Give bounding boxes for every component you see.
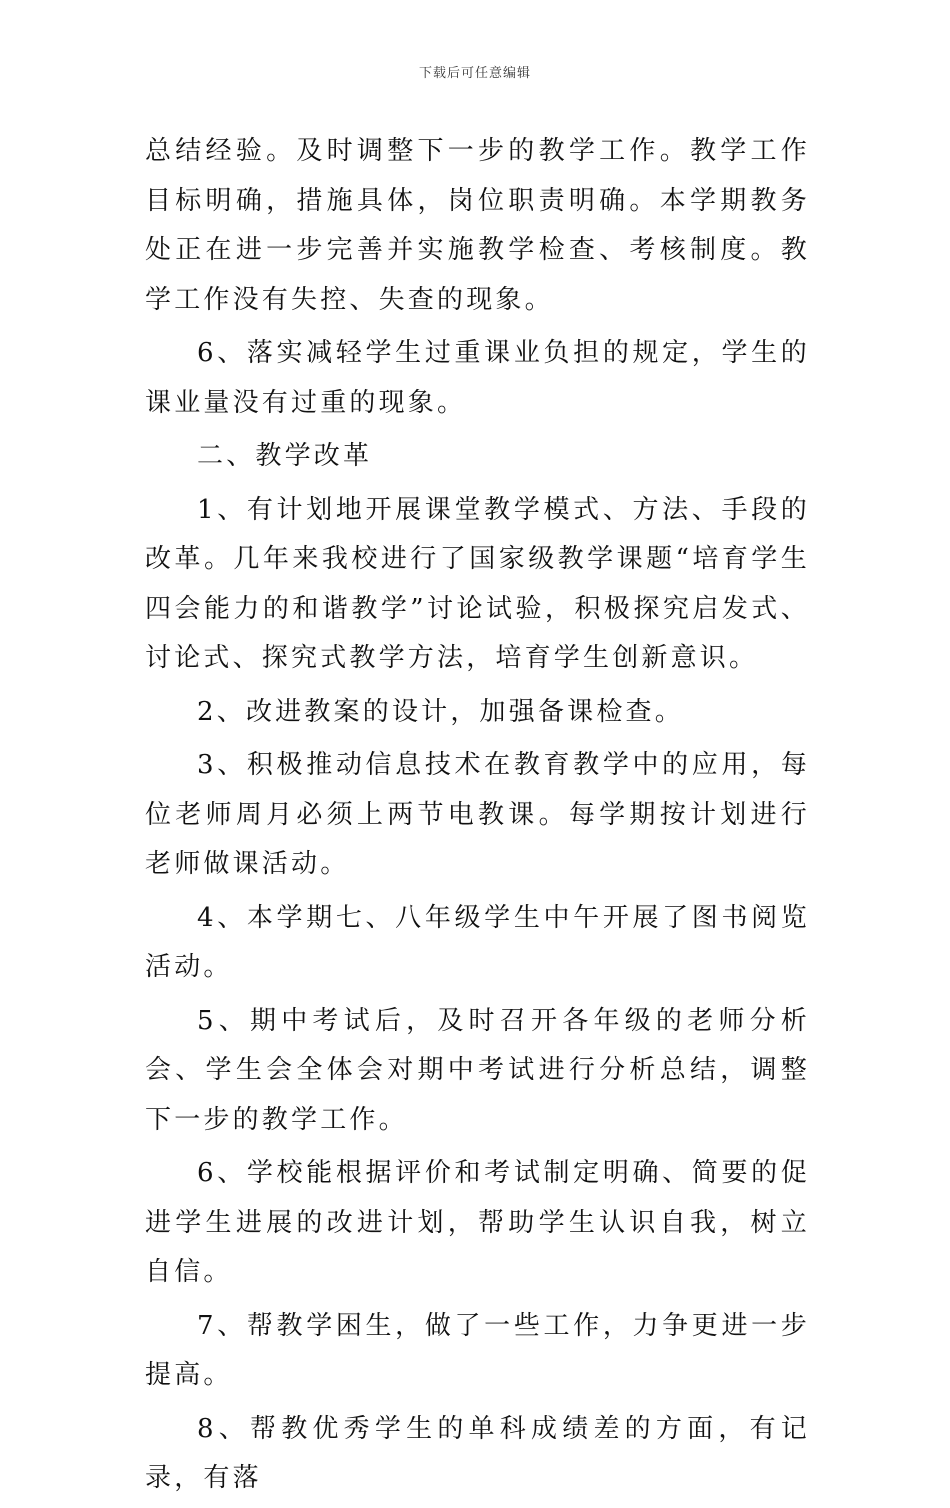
paragraph-item-6-workload: 6、落实减轻学生过重课业负担的规定，学生的课业量没有过重的现象。 bbox=[145, 338, 810, 418]
paragraph-item-1-reform: 1、有计划地开展课堂教学模式、方法、手段的改革。几年来我校进行了国家级教学课题“培育学生四会能力的和谐教学”讨论试验，积极探究启发式、讨论式、探究式教学方法，培育学生创新意识。 bbox=[145, 494, 810, 673]
section-heading-teaching-reform: 二、教学改革 bbox=[197, 441, 373, 471]
paragraph-item-6-evaluation: 6、学校能根据评价和考试制定明确、简要的促进学生进展的改进计划，帮助学生认识自我，树立自信。 bbox=[145, 1158, 810, 1287]
paragraph-item-4-reading: 4、本学期七、八年级学生中午开展了图书阅览活动。 bbox=[145, 902, 810, 982]
header-note: 下载后可任意编辑 bbox=[418, 66, 531, 81]
paragraph-item-7-struggling-students: 7、帮教学困生，做了一些工作，力争更进一步提高。 bbox=[145, 1310, 810, 1390]
document-body bbox=[145, 127, 810, 1508]
paragraph-item-2-lesson-plans: 2、改进教案的设计，加强备课检查。 bbox=[197, 696, 684, 727]
paragraph-item-5-midterm: 5、期中考试后，及时召开各年级的老师分析会、学生会全体会对期中考试进行分析总结，调整下一步的教学工作。 bbox=[145, 1005, 810, 1135]
paragraph-item-3-it: 3、积极推动信息技术在教育教学中的应用，每位老师周月必须上两节电教课。每学期按计划进行老师做课活动。 bbox=[145, 750, 810, 879]
paragraph-item-8-excellent-students: 8、帮教优秀学生的单科成绩差的方面，有记录，有落 bbox=[145, 1413, 810, 1493]
paragraph-summary-continued: 总结经验。及时调整下一步的教学工作。教学工作目标明确，措施具体，岗位职责明确。本学期教务处正在进一步完善并实施教学检查、考核制度。教学工作没有失控、失查的现象。 bbox=[145, 136, 810, 315]
